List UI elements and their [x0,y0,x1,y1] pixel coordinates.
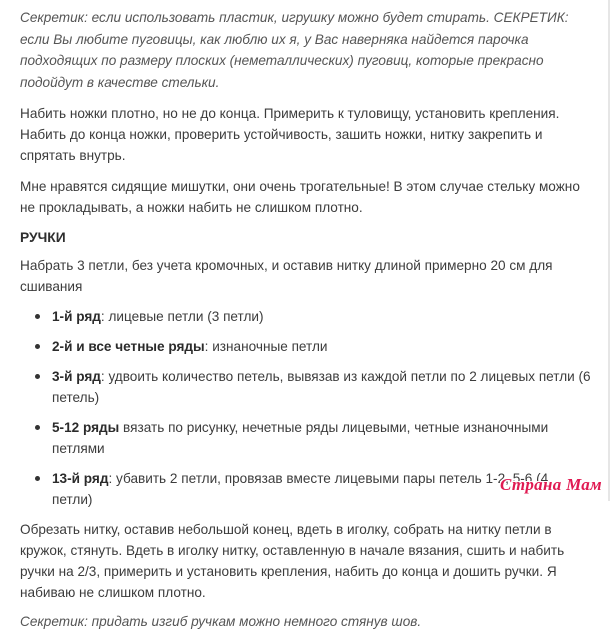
tip-text: : если использовать пластик, игрушку можно будет стирать. СЕКРЕТИК: если Вы любите пуговицы, как люблю их я, у Вас наверняка найдется парочка подходящих по размеру плоских (неметаллических) пуговиц, которые прекрасно подойдут в качестве стельки. [20,10,569,90]
list-item [20,306,592,327]
row-label: 13-й ряд [52,471,109,486]
site-watermark-logo: Страна Мам [499,475,602,494]
row-label: 3-й ряд [52,369,101,384]
list-item [20,336,592,357]
bullet-icon [35,425,40,430]
row-label: 5-12 ряды [52,420,120,435]
section-title-arms: РУЧКИ [20,230,66,245]
paragraph-cast-on: Набрать 3 петли, без учета кромочных, и оставив нитку длиной примерно 20 см для сшивания [20,258,553,294]
row-text: : изнаночные петли [204,339,328,354]
row-label: 1-й ряд [52,309,101,324]
row-text: : лицевые петли (3 петли) [100,309,264,324]
bullet-icon [35,476,40,481]
row-text: : убавить 2 петли, провязав вместе лицевыми пары петель 1-2, 5-6 (4 петли) [52,471,549,507]
tip-label: Секретик [20,10,85,25]
tip-text: : придать изгиб ручкам можно немного стянув шов. [84,614,422,629]
list-item [20,417,592,459]
list-item [20,366,592,408]
tip-block-2 [20,611,592,633]
bullet-icon [35,374,40,379]
paragraph-stuff-legs: Набить ножки плотно, но не до конца. Примерить к туловищу, установить крепления. Набить до конца ножки, проверить устойчивость, зашить ножки, нитку закрепить и спрятать внутрь. [20,106,560,163]
tip-label: Секретик [20,614,85,629]
bullet-icon [35,314,40,319]
tip-block-1 [20,7,592,93]
row-text: : удвоить количество петель, вывязав из каждой петли по 2 лицевых петли (6 петель) [52,369,591,405]
row-text: вязать по рисунку, нечетные ряды лицевыми, четные изнаночными петлями [52,420,549,456]
bullet-icon [35,344,40,349]
article-body [20,0,592,633]
paragraph-finish-arms: Обрезать нитку, оставив небольшой конец, вдеть в иголку, собрать на нитку петли в кружок, стянуть. Вдеть в иголку нитку, оставленную в начале вязания, сшить и набить ручки на 2/3, примерить и установить крепления, набить до конца и дошить ручки. Я набиваю не слишком плотно. [20,522,565,600]
paragraph-sitting-bears: Мне нравятся сидящие мишутки, они очень трогательные! В этом случае стельку можно не прокладывать, а ножки набить не слишком плотно. [20,179,580,215]
row-label: 2-й и все четные ряды [52,339,205,354]
